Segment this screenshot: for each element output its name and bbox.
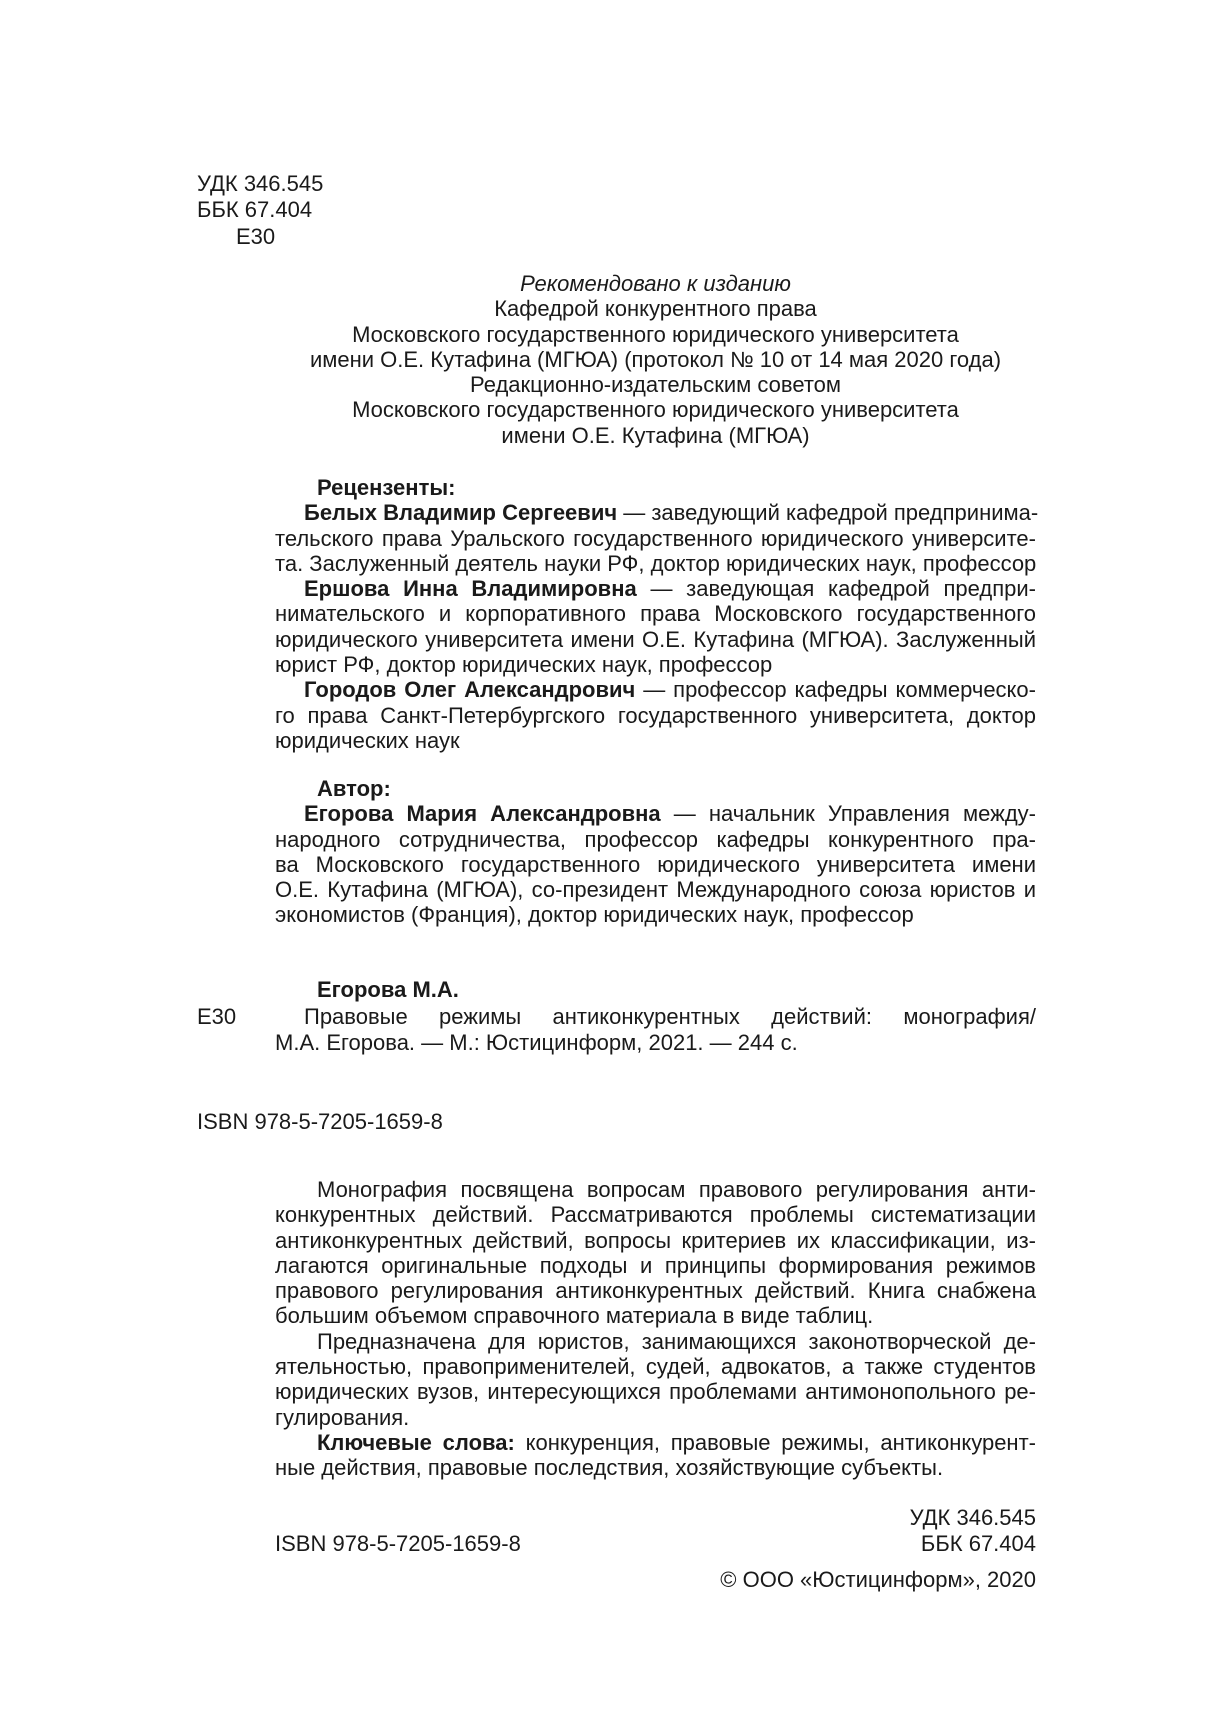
author-text-line: ва Московского государственного юридического университета имени <box>275 851 1036 877</box>
reviewer-name: Ершова Инна Владимировна <box>304 576 637 602</box>
reviewer-text: — профессор кафедры коммерческо- <box>635 677 1036 703</box>
keywords-line: ные действия, правовые последствия, хозяйствующие субъекты. <box>275 1455 944 1481</box>
reviewer-entry-line <box>275 576 1036 601</box>
reviewer-name: Городов Олег Александрович <box>304 677 636 703</box>
reviewer-text-line: юридического университета имени О.Е. Кутафина (МГЮА). Заслуженный <box>275 626 1036 652</box>
reviewer-text-line: юридических наук <box>275 727 460 753</box>
udk-code: УДК 346.545 <box>197 171 324 196</box>
reviewer-entry-line <box>275 677 1036 702</box>
bibliography-line: Правовые режимы антиконкурентных действий: монография/ <box>304 1004 1036 1029</box>
recommendation-block <box>275 271 1036 448</box>
recommendation-line: имени О.Е. Кутафина (МГЮА) <box>501 422 810 448</box>
bibliography-sign: Е30 <box>197 1004 237 1029</box>
author-text-line: О.Е. Кутафина (МГЮА), со-президент Международного союза юристов и <box>275 877 1036 903</box>
recommendation-line: Московского государственного юридического университета <box>352 397 959 423</box>
reviewers-block <box>275 475 1039 753</box>
footer-isbn: ISBN 978-5-7205-1659-8 <box>275 1531 521 1556</box>
reviewer-name: Белых Владимир Сергеевич <box>304 500 618 526</box>
footer-bbk: ББК 67.404 <box>920 1531 1036 1556</box>
author-entry-line <box>275 801 1036 826</box>
author-block <box>275 776 1036 928</box>
annotation-line: правового регулирования антиконкурентных действий. Книга снабжена <box>275 1278 1036 1304</box>
recommendation-line: Московского государственного юридического университета <box>352 321 959 347</box>
reviewer-text-line: юрист РФ, доктор юридических наук, профессор <box>275 652 773 678</box>
bibliography-line: М.А. Егорова. — М.: Юстицинформ, 2021. — 244 с. <box>275 1030 798 1055</box>
bibliography-author: Егорова М.А. <box>317 977 459 1002</box>
bbk-code: ББК 67.404 <box>197 197 313 222</box>
reviewer-entry-line <box>275 500 1039 526</box>
reviewer-text: — заведующий кафедрой предпринима- <box>617 500 1039 526</box>
annotation-line: Предназначена для юристов, занимающихся законотворческой де- <box>317 1328 1036 1354</box>
footer-copyright: © ООО «Юстицинформ», 2020 <box>720 1567 1036 1592</box>
annotation-line: Монография посвящена вопросам правового регулирования анти- <box>317 1177 1036 1202</box>
annotation-line: ятельностью, правоприменителей, судей, адвокатов, а также студентов <box>275 1354 1036 1380</box>
recommendation-line: имени О.Е. Кутафина (МГЮА) (протокол № 10 от 14 мая 2020 года) <box>309 346 1002 372</box>
reviewer-text-line: тельского права Уральского государственного юридического университе- <box>275 525 1036 551</box>
annotation-line: гулирования. <box>275 1404 410 1430</box>
recommendation-line: Кафедрой конкурентного права <box>494 296 817 322</box>
isbn-top: ISBN 978-5-7205-1659-8 <box>197 1109 443 1134</box>
author-heading: Автор: <box>317 776 391 801</box>
recommendation-line: Редакционно-издательским советом <box>469 372 842 398</box>
keywords-text: конкуренция, правовые режимы, антиконкурент- <box>514 1429 1036 1455</box>
annotation-line: антиконкурентных действий, вопросы критериев их классификации, из- <box>275 1227 1036 1253</box>
author-sign: Е30 <box>236 224 276 249</box>
annotation-line: конкурентных действий. Рассматриваются проблемы систематизации <box>275 1202 1036 1228</box>
annotation-line: лагаются оригинальные подходы и принципы формирования режимов <box>275 1252 1036 1278</box>
reviewer-text-line: нимательского и корпоративного права Московского государственного <box>275 601 1036 627</box>
author-text-line: экономистов (Франция), доктор юридических наук, профессор <box>275 902 914 928</box>
annotation-block <box>275 1177 1036 1481</box>
reviewer-text-line: та. Заслуженный деятель науки РФ, доктор юридических наук, профессор <box>275 550 1037 576</box>
author-name: Егорова Мария Александровна <box>304 801 661 827</box>
author-text: — начальник Управления между- <box>660 801 1036 827</box>
reviewers-heading: Рецензенты: <box>317 475 456 500</box>
reviewer-text-line: го права Санкт-Петербургского государственного университета, доктор <box>275 702 1036 728</box>
annotation-line: юридических вузов, интересующихся проблемами антимонопольного ре- <box>275 1379 1036 1405</box>
keywords-label: Ключевые слова: <box>317 1429 515 1455</box>
author-text-line: народного сотрудничества, профессор кафедры конкурентного пра- <box>275 826 1036 852</box>
footer-udk: УДК 346.545 <box>909 1505 1036 1530</box>
annotation-line: большим объемом справочного материала в виде таблиц. <box>275 1303 874 1329</box>
keywords-line <box>275 1430 1036 1455</box>
reviewer-text: — заведующая кафедрой предпри- <box>636 576 1036 602</box>
recommendation-line: Рекомендовано к изданию <box>520 271 791 296</box>
